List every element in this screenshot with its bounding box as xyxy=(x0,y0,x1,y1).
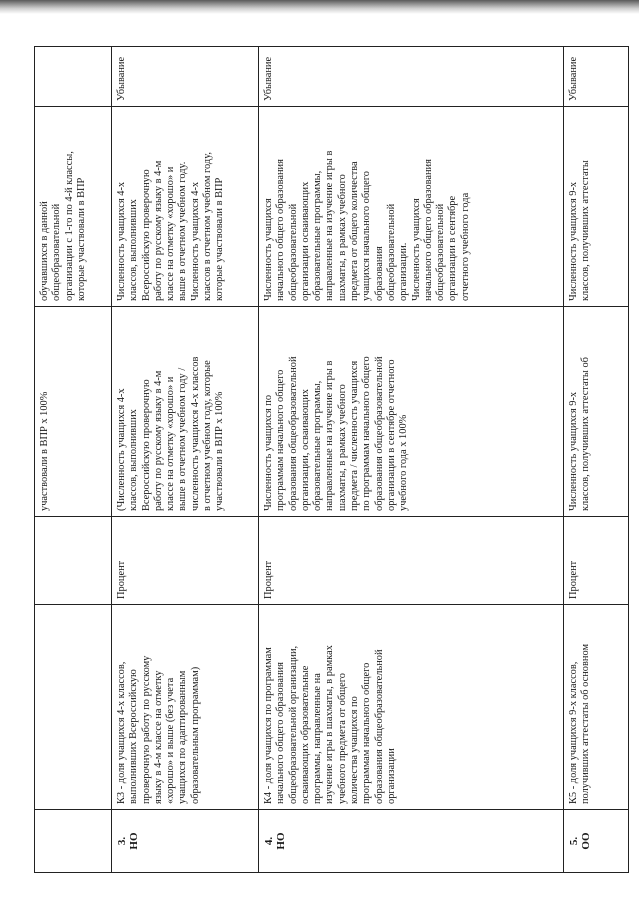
table-row xyxy=(35,47,112,873)
data-source-cell: Численность учащихся начального общего образования общеобразовательной организации осваивающих образовательные программы, направленные на изучение игры в шахматы, в рамках учебного предмета от общего количества учащихся начального общего образования общеобразовательной организации. Численность учащихся начального общего образования общеобразовательной организации в сентябре отчетного учебного года xyxy=(259,107,564,307)
row-number-cell: 3. НО xyxy=(112,810,259,873)
indicators-table xyxy=(34,46,629,873)
indicator-cell: К5 - доля учащихся 9-х классов, получивших аттестаты об основном xyxy=(564,605,629,810)
table-row xyxy=(259,47,564,873)
data-source-cell: Численность учащихся 9-х классов, получивших аттестаты xyxy=(564,107,629,307)
indicator-cell: К3 - доля учащихся 4-х классов, выполнивших Всероссийскую проверочную работу по русскому языку в 4-м классе на отметку «хорошо» и выше (без учета учащихся по адаптированным образовательным программам) xyxy=(112,605,259,810)
formula-cell: (Численность учащихся 4-х классов, выполнивших Всероссийскую проверочную работу по русскому языку в 4-м классе на отметку «хорошо» и выше в отчетном учебном году / численность учащихся 4-х классов в отчетном учебном году, которые участвовали в ВПР х 100% xyxy=(112,307,259,517)
rotated-page xyxy=(34,47,592,873)
unit-cell: Процент xyxy=(564,517,629,605)
trend-cell: Убывание xyxy=(112,47,259,107)
unit-cell xyxy=(35,517,112,605)
scan-edge-shadow xyxy=(0,0,639,14)
trend-cell: Убывание xyxy=(259,47,564,107)
formula-cell: участвовали в ВПР х 100% xyxy=(35,307,112,517)
formula-cell: Численность учащихся по программам начального общего образования общеобразовательной организации, осваивающих образовательные программы, направленные на изучение игры в шахматы, в рамках учебного предмета / численность учащихся по программам начального общего образования общеобразовательной организации в сентябре отчетного учебного года х 100% xyxy=(259,307,564,517)
row-number-cell xyxy=(35,810,112,873)
unit-cell: Процент xyxy=(259,517,564,605)
indicator-cell xyxy=(35,605,112,810)
row-number-cell: 4. НО xyxy=(259,810,564,873)
data-source-cell: Численность учащихся 4-х классов, выполнивших Всероссийскую проверочную работу по русскому языку в 4-м классе на отметку «хорошо» и выше в отчетном учебном году. Численность учащихся 4-х классов в отчетном учебном году, которые участвовали в ВПР xyxy=(112,107,259,307)
trend-cell: Убывание xyxy=(564,47,629,107)
formula-cell: Численность учащихся 9-х классов, получивших аттестаты об xyxy=(564,307,629,517)
unit-cell: Процент xyxy=(112,517,259,605)
table-row xyxy=(112,47,259,873)
row-number-cell: 5. ОО xyxy=(564,810,629,873)
table-row xyxy=(564,47,629,873)
trend-cell xyxy=(35,47,112,107)
data-source-cell: обучавшихся в данной общеобразовательной организации с 1-го по 4-й классы, которые участвовали в ВПР xyxy=(35,107,112,307)
indicator-cell: К4 - доля учащихся по программам начального общего образования общеобразовательной организации, осваивающих образовательные программы, направленные на изучение игры в шахматы, в рамках учебного предмета от общего количества учащихся по программам начального общего образования общеобразовательной организации xyxy=(259,605,564,810)
